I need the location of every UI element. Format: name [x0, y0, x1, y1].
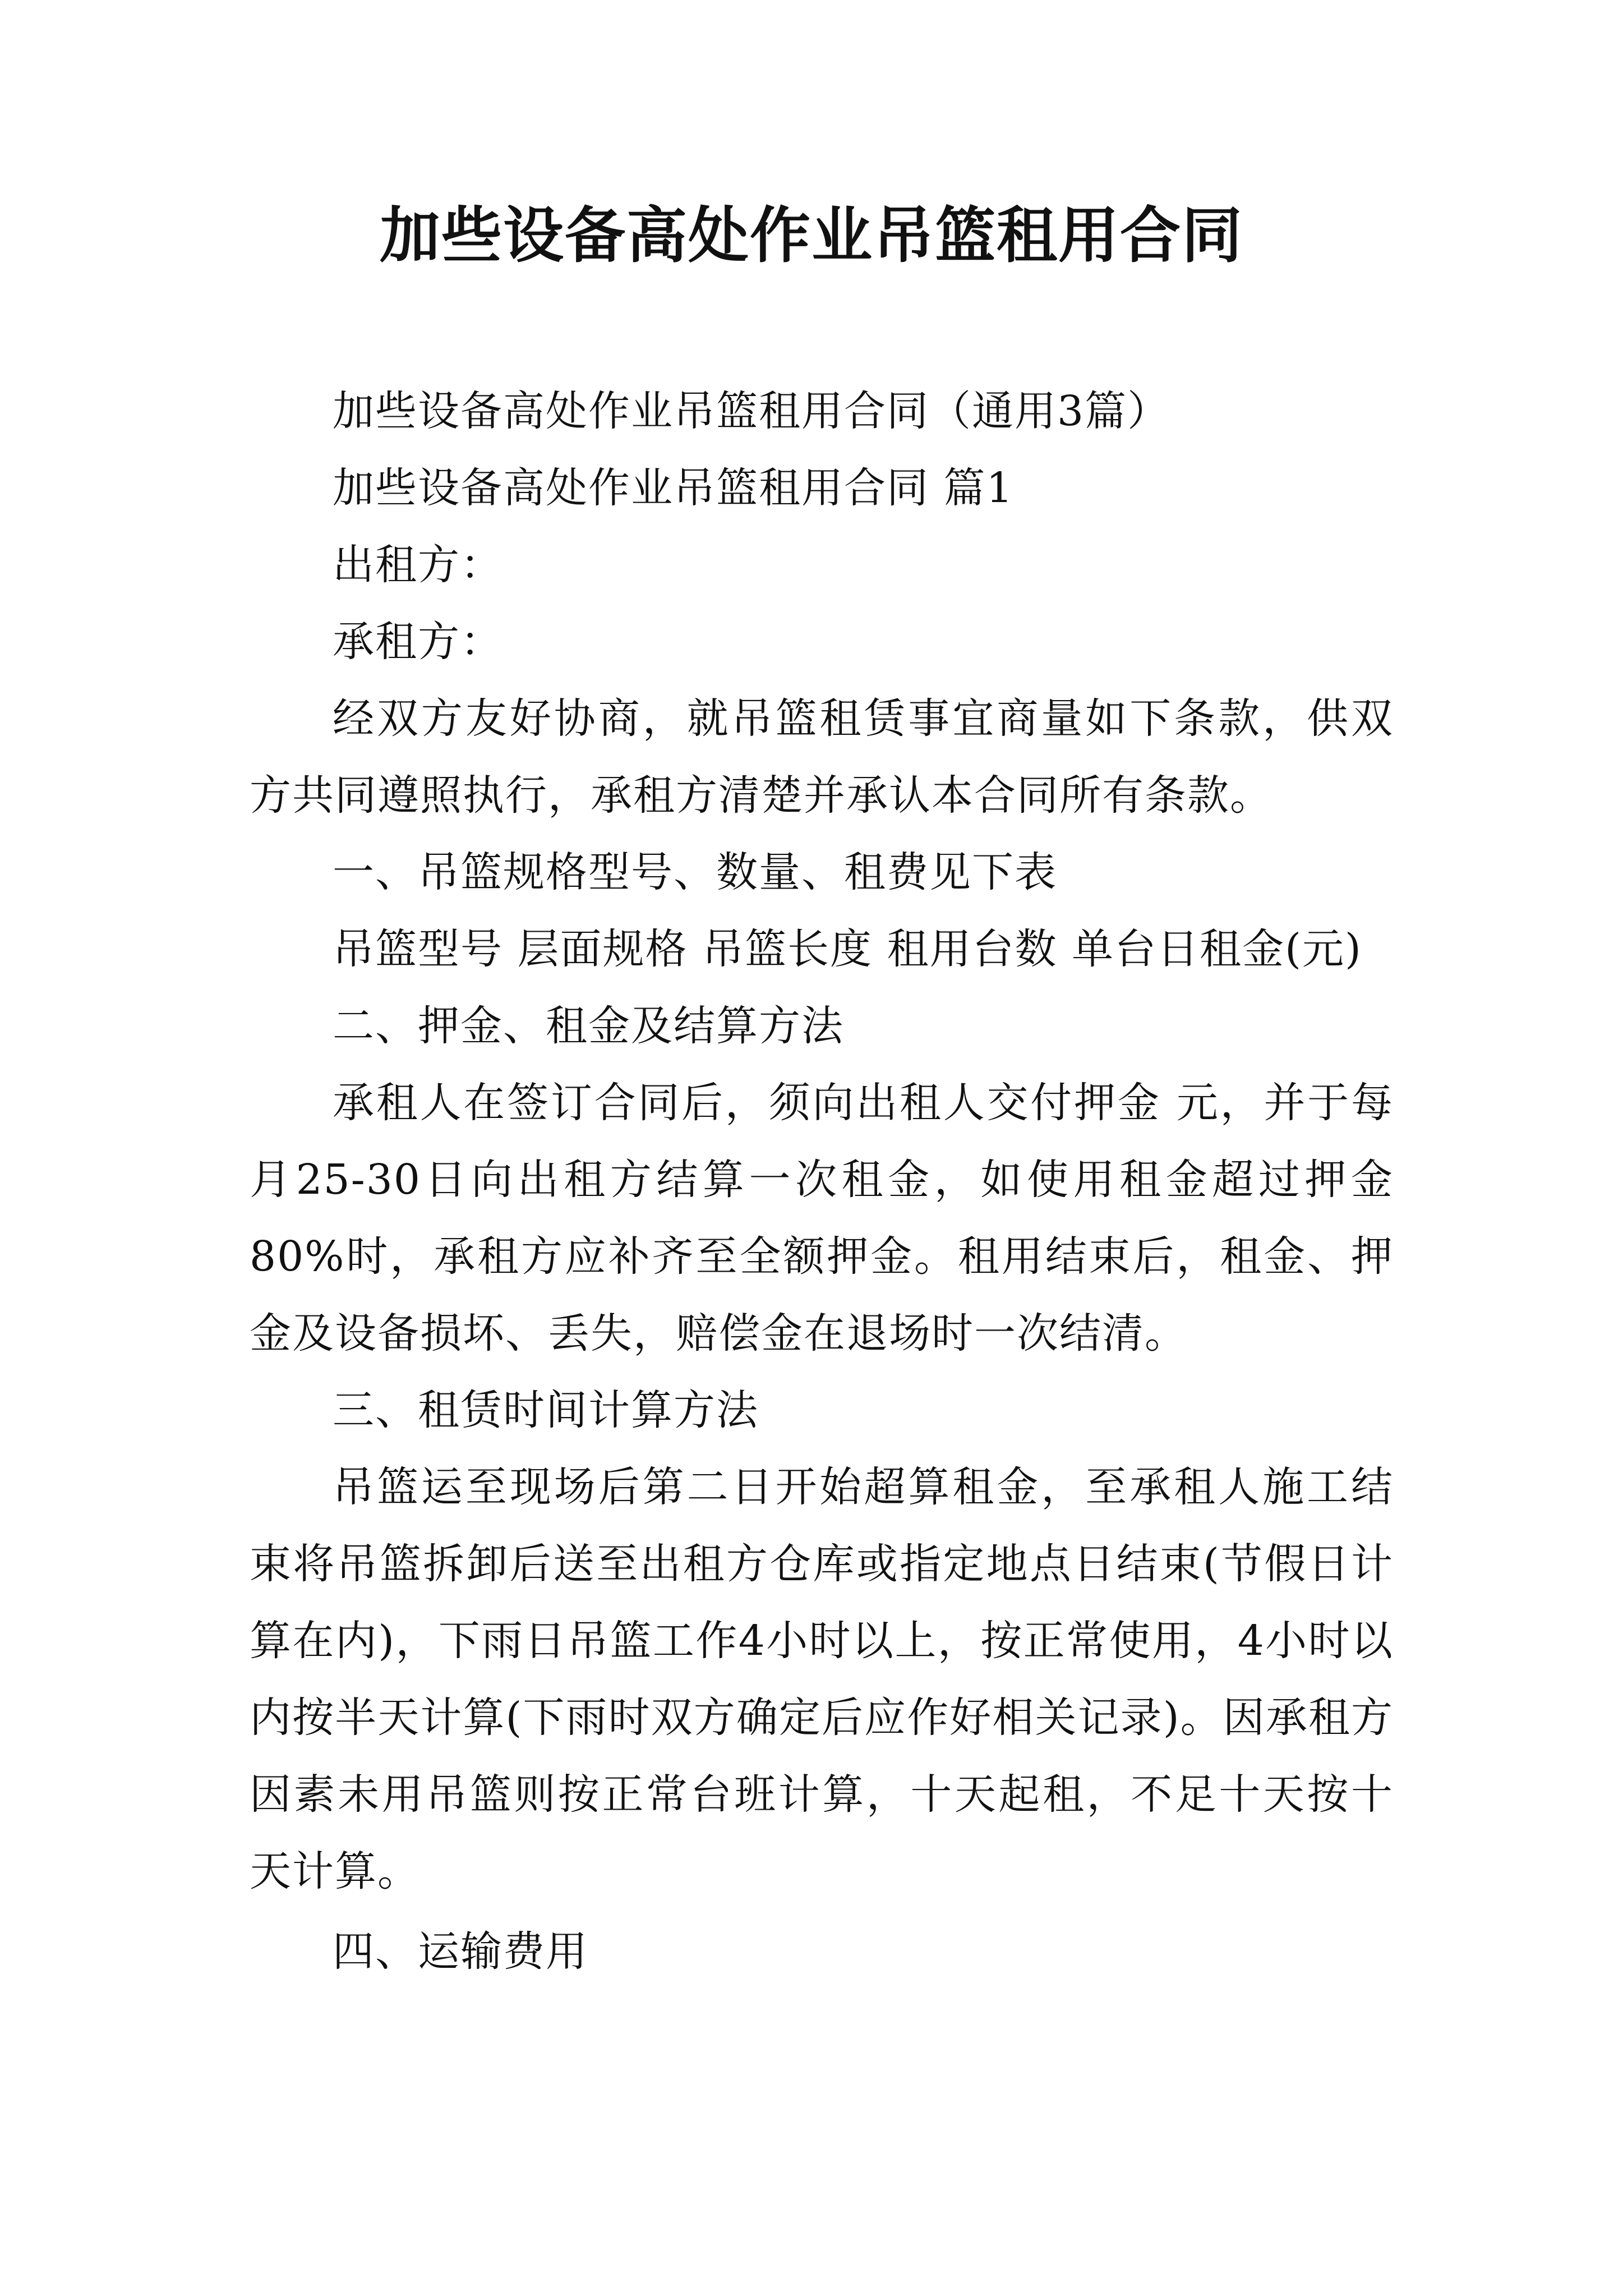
- spec-table-header: 吊篮型号 层面规格 吊篮长度 租用台数 单台日租金(元): [333, 925, 1362, 973]
- contract-subtitle: 加些设备高处作业吊篮租用合同（通用3篇）: [333, 387, 1170, 435]
- rental-time-paragraph: 吊篮运至现场后第二日开始超算租金，至承租人施工结束将吊篮拆卸后送至出租方仓库或指定地点日结束(节假日计算在内)，下雨日吊篮工作4小时以上，按正常使用，4小时以内按半天计算(下雨时双方确定后应作好相关记录)。因承租方因素未用吊篮则按正常台班计算，十天起租，不足十天按十天计算。: [250, 1463, 1394, 1895]
- section-heading-3: 三、租赁时间计算方法: [333, 1386, 759, 1434]
- lessee-line: 承租方：: [333, 618, 503, 666]
- section-heading-2: 二、押金、租金及结算方法: [333, 1002, 844, 1050]
- lessor-line: 出租方：: [333, 541, 503, 589]
- document-body: [250, 373, 1394, 1990]
- document-title: 加些设备高处作业吊篮租用合同: [379, 200, 1243, 271]
- intro-paragraph: 经双方友好协商，就吊篮租赁事宜商量如下条款，供双方共同遵照执行，承租方清楚并承认本合同所有条款。: [250, 694, 1394, 820]
- section-heading-4: 四、运输费用: [333, 1927, 588, 1976]
- deposit-paragraph: 承租人在签订合同后，须向出租人交付押金 元，并于每月25-30日向出租方结算一次租金，如使用租金超过押金80%时，承租方应补齐至全额押金。租用结束后，租金、押金及设备损坏、丢失，赔偿金在退场时一次结清。: [250, 1079, 1394, 1358]
- section-heading-1: 一、吊篮规格型号、数量、租费见下表: [333, 848, 1057, 896]
- contract-part-heading: 加些设备高处作业吊篮租用合同 篇1: [333, 464, 1014, 512]
